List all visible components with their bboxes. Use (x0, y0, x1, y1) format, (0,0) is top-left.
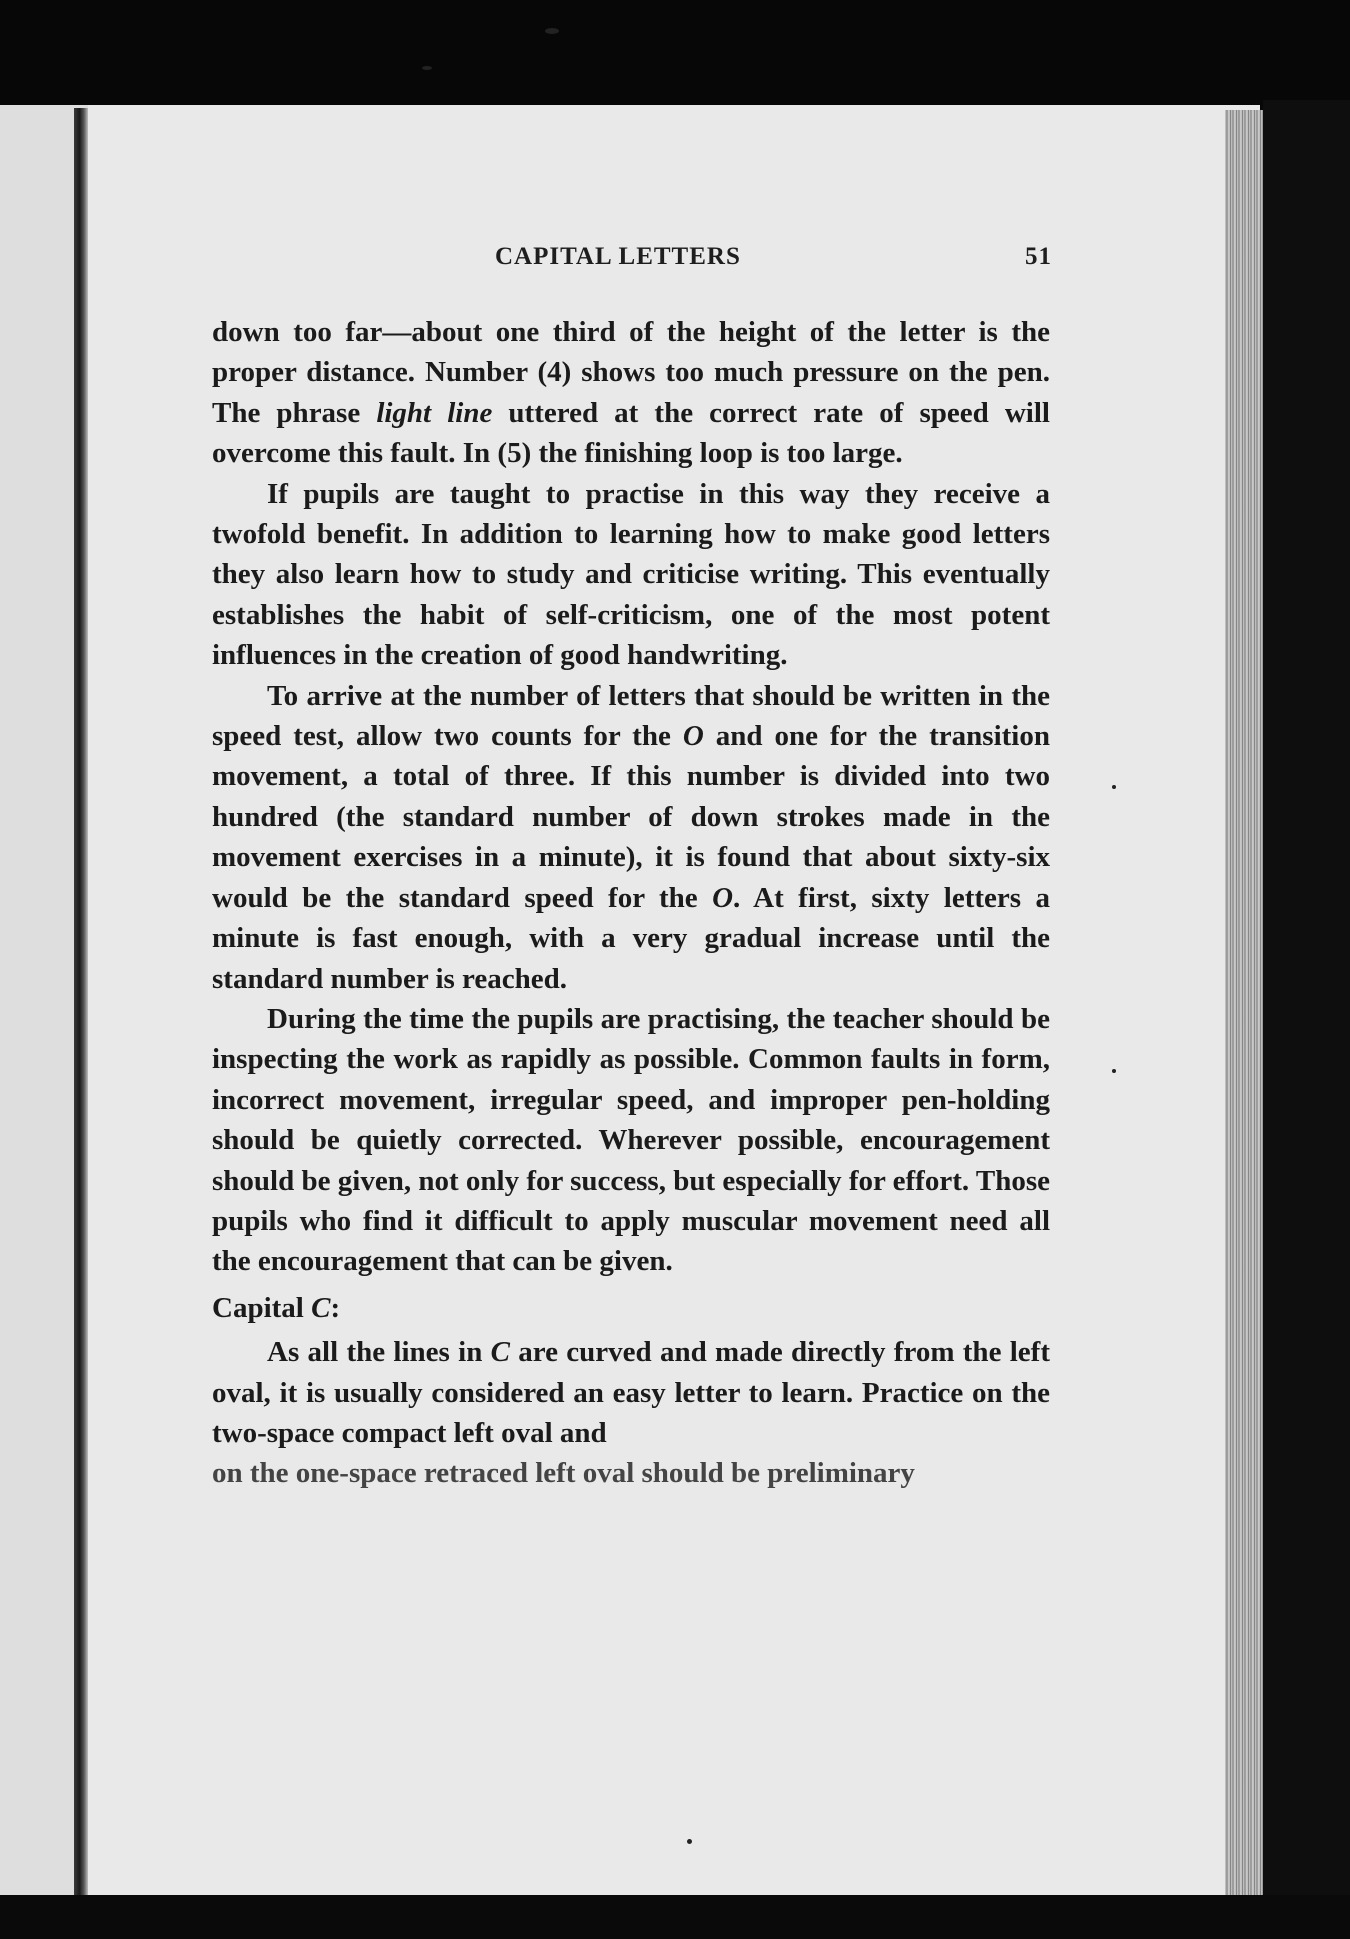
paragraph-2: If pupils are taught to practise in this way they receive a twofold benefit. In addition to learning how to make good letters they also learn how to study and criticise writing. This eventually establishes the habit of self-criticism, one of the most potent influences in the creation of good handwriting. (212, 477, 1050, 672)
heading-text: : (330, 1291, 341, 1324)
page-header (210, 243, 1052, 283)
book-gutter (74, 108, 88, 1898)
scan-speck (545, 28, 559, 34)
heading-text: Capital (212, 1291, 312, 1324)
paragraph-4: During the time the pupils are practising, the teacher should be inspecting the work as rapidly as possible. Common faults in form, incorrect movement, irregular speed, and improper pen-holding should be quietly corrected. Wherever possible, encouragement should be given, not only for success, but especially for effort. Those pupils who find it difficult to apply muscular movement need all the encouragement that can be given. (212, 1002, 1050, 1278)
scan-bottom-border (0, 1895, 1350, 1939)
italic-letter: O (682, 720, 704, 753)
paragraph-text: . At first, sixty letters a minute is fast enough, with a very gradual increase until the standard number is reached. (212, 881, 1051, 995)
running-title: CAPITAL LETTERS (495, 243, 741, 270)
paragraph-text: To arrive at the number of letters that should be written in the speed test, allow two counts for the (212, 679, 1050, 753)
body-text (212, 312, 1050, 1494)
paragraph-text: uttered at the correct rate of speed will overcome this fault. In (5) the finishing loop is too large. (212, 396, 1050, 470)
paragraph-text: are curved and made directly from the left oval, it is usually considered an easy letter to learn. Practice on the two-space compact left oval and (212, 1336, 1050, 1449)
italic-letter: O (712, 881, 734, 914)
page-number: 51 (1025, 243, 1052, 270)
paragraph-5 (212, 1332, 1050, 1453)
italic-phrase: light line (376, 396, 493, 429)
scan-speck (1112, 785, 1116, 789)
scan-speck (1112, 1069, 1116, 1073)
italic-letter: C (311, 1291, 331, 1324)
scan-speck (687, 1839, 692, 1844)
paragraph-text: down too far—about one third of the height of the letter is the proper distance. Number (4) shows too much pressure on the pen. The phrase (212, 316, 1050, 429)
paragraph-3 (212, 676, 1050, 999)
italic-letter: C (490, 1336, 510, 1369)
scan-right-border (1263, 100, 1350, 1900)
page-block-edge (1225, 110, 1263, 1895)
paragraph-text: As all the lines in (267, 1336, 491, 1369)
scan-speck (422, 66, 432, 70)
paragraph-text: and one for the transition movement, a total of three. If this number is divided into two hundred (the standard number of down strokes made in the movement exercises in a minute), it is found that about sixty-six would be the standard speed for the (212, 720, 1050, 914)
section-heading (212, 1288, 1050, 1328)
scan-top-border (0, 0, 1350, 110)
paragraph-5-last-line: on the one-space retraced left oval should be preliminary (212, 1457, 915, 1490)
paragraph-1 (212, 312, 1050, 474)
